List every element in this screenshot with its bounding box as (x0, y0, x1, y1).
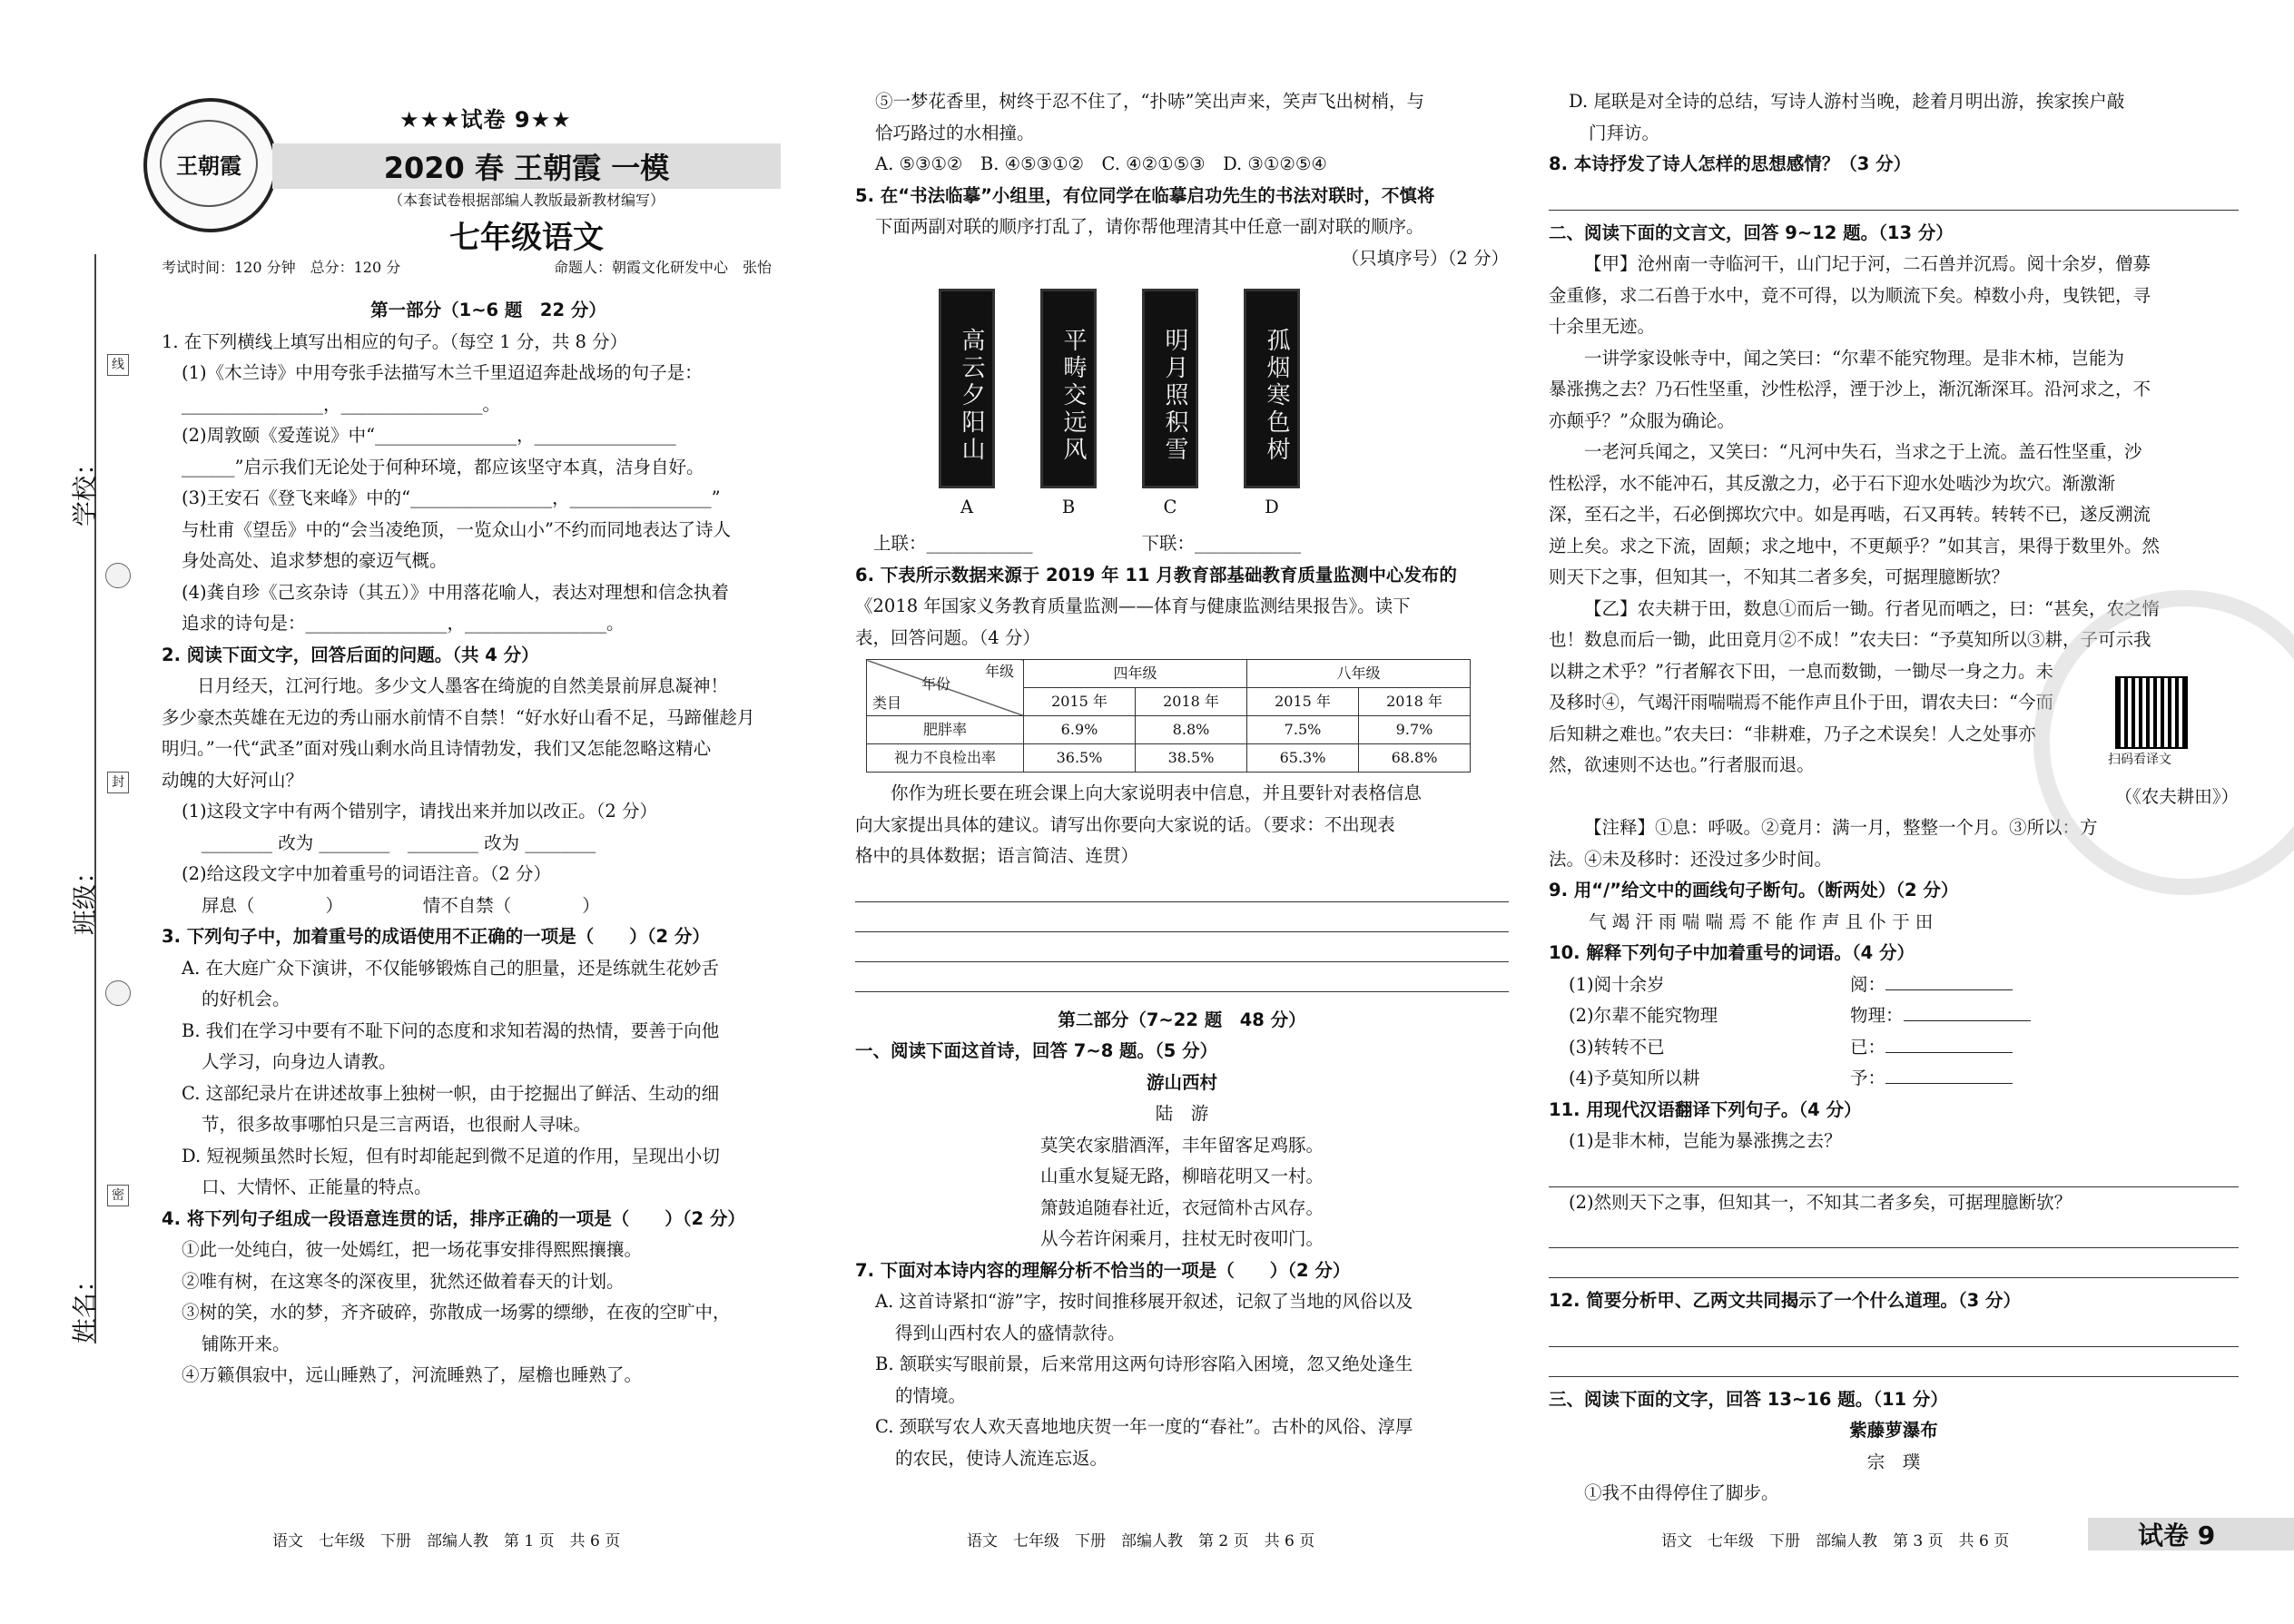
col1-line: 4. 将下列句子组成一段语意连贯的话，排序正确的一项是（ ）（2 分） (162, 1207, 745, 1229)
col1-line: 的好机会。 (202, 989, 290, 1009)
answer-line[interactable] (855, 962, 1509, 992)
col1-line: 3. 下列句子中，加着重号的成语使用不正确的一项是（ ）（2 分） (162, 926, 710, 947)
col1-line: 1. 在下列横线上填写出相应的句子。（每空 1 分，共 8 分） (162, 330, 628, 352)
col1-line: (1)这段文字中有两个错别字，请找出来并加以改正。（2 分） (182, 801, 657, 822)
q10-item (1549, 1000, 2239, 1032)
column-2 (855, 86, 1509, 1474)
paper-tag: ★★★试卷 9★★ (399, 107, 572, 133)
col1-line: 身处高处、追求梦想的豪迈气概。 (182, 550, 448, 571)
col1-line: 人学习，向身边人请教。 (202, 1051, 397, 1072)
footer-page-2: 语文 七年级 下册 部编人教 第 2 页 共 6 页 (967, 1532, 1315, 1550)
corner-year: 年份 (921, 675, 951, 693)
row-category: 肥胖率 (867, 716, 1024, 744)
table-cell: 68.8% (1359, 744, 1471, 773)
col1-line: ________________，________________。 (182, 393, 500, 415)
col1-line: (1)《木兰诗》中用夸张手法描写木兰千里迢迢奔赴战场的句子是： (182, 362, 703, 383)
couplet-scroll: 高云夕阳山 (939, 289, 995, 488)
col2c-line: 向大家提出具体的建议。请写出你要向大家说的话。（要求：不出现表 (855, 813, 1395, 835)
q12: 12. 简要分析甲、乙两文共同揭示了一个什么道理。（3 分） (1549, 1290, 2021, 1311)
q10-sentence: (4)予莫知所以耕 (1569, 1068, 1700, 1088)
col3b-line: 亦颠乎？”众服为确论。 (1549, 409, 1735, 431)
col3b-line: 暴涨携之去？乃石性坚重，沙性松浮，湮于沙上，渐沉渐深耳。沿河求之，不 (1549, 379, 2151, 399)
answer-line[interactable] (855, 872, 1509, 902)
col3b-line: 深，至石之半，石必倒掷坎穴中。如是再啮，石又再转。转转不已，遂反溯流 (1549, 504, 2151, 525)
col3-line: D. 尾联是对全诗的总结，写诗人游村当晚，趁着月明出游，挨家挨户敲 (1569, 91, 2125, 112)
col3b-line: 【甲】沧州南一寺临河干，山门圮于河，二石兽并沉焉。阅十余岁，僧募 (1584, 253, 2151, 274)
couplet-label: C (1163, 497, 1177, 517)
answer-line[interactable] (1549, 1218, 2239, 1248)
q10-sentence: (3)转转不已 (1569, 1036, 1665, 1058)
table-row (867, 744, 1471, 773)
couplet-scroll: 孤烟寒色树 (1244, 289, 1300, 488)
seal-tag-seal: 封 (107, 772, 129, 793)
year-header: 2015 年 (1247, 688, 1359, 716)
col1-line: 与杜甫《望岳》中的“会当凌绝顶，一览众山小”不约而同地表达了诗人 (182, 518, 731, 540)
table-cell: 6.9% (1024, 716, 1136, 744)
couplet-label: D (1265, 497, 1279, 517)
table-cell: 9.7% (1359, 716, 1471, 744)
q10-item (1549, 1032, 2239, 1064)
table-row (867, 716, 1471, 744)
col1-line: 节，很多故事哪怕只是三言两语，也很耐人寻味。 (202, 1114, 592, 1135)
lower-couplet-field[interactable]: 下联：____________ (1141, 533, 1302, 554)
article-author: 宗 璞 (1866, 1451, 1921, 1472)
col2b-line: 表，回答问题。（4 分） (855, 626, 1040, 648)
col2c-line: 你作为班长要在班会课上向大家说明表中信息，并且要针对表格信息 (891, 782, 1423, 803)
q10-key: 物理： (1850, 1005, 1904, 1026)
col1-line: ______”启示我们无论处于何种环境，都应该坚守本真，洁身自好。 (182, 456, 704, 477)
col3-line: 8. 本诗抒发了诗人怎样的思想感情？（3 分） (1549, 153, 1912, 174)
col2a-line: 5. 在“书法临摹”小组里，有位同学在临摹启功先生的书法对联时，不慎将 (855, 184, 1435, 206)
q10-item (1549, 969, 2239, 1001)
col2b-line: 6. 下表所示数据来源于 2019 年 11 月教育部基础教育质量监测中心发布的 (855, 564, 1457, 586)
table-cell: 8.8% (1136, 716, 1247, 744)
col1-line: ③树的笑，水的梦，齐齐破碎，弥散成一场雾的缥缈，在夜的空旷中， (182, 1302, 731, 1323)
col2d-line: 莫笑农家腊酒浑，丰年留客足鸡豚。 (1039, 1134, 1324, 1156)
col2a-line: （只填序号）（2 分） (1341, 247, 1509, 269)
col2d-line: A. 这首诗紧扣“游”字，按时间推移展开叙述，记叙了当地的风俗以及 (875, 1291, 1413, 1312)
binding-hole (105, 563, 131, 588)
q10-answer-field[interactable] (1885, 1032, 2013, 1053)
col1-line: 动魄的大好河山？ (162, 769, 304, 791)
seal-tag-secret: 密 (107, 1185, 129, 1206)
col3b-line: 一讲学家设帐寺中，闻之笑曰：“尔辈不能究物理。是非木柿，岂能为 (1584, 347, 2124, 369)
col3b-line: 气 竭 汗 雨 喘 喘 焉 不 能 作 声 且 仆 于 田 (1589, 910, 1934, 932)
grade8-header: 八年级 (1247, 660, 1471, 688)
col3b-line: 以耕之术乎？”行者解衣下田，一息而数锄，一锄尽一身之力。未 (1549, 660, 2053, 682)
col3b-line: 金重修，求二石兽于水中，竟不可得，以为顺流下矣。棹数小舟，曳铁钯，寻 (1549, 284, 2151, 306)
col1-line: (3)王安石《登飞来峰》中的“________________，________________” (182, 487, 721, 508)
col3b-line: 逆上矣。求之下流，固颠；求之地中，不更颠乎？”如其言，果得于数里外。然 (1549, 535, 2160, 556)
col1-line: 日月经天，江河行地。多少文人墨客在绮旎的自然美景前屏息凝神！ (197, 675, 729, 696)
col1-line: C. 这部纪录片在讲述故事上独树一帜，由于挖掘出了鲜活、生动的细 (182, 1082, 720, 1104)
col2a-line: A. ⑤③①② B. ④⑤③①② C. ④②①⑤③ D. ③①②⑤④ (875, 153, 1327, 174)
q10-sentence: (2)尔辈不能究物理 (1569, 1005, 1718, 1026)
col3b-line: 后知耕之难也。”农夫曰：“非耕难，乃子之术误矣！人之处事亦 (1549, 723, 2036, 744)
table-cell: 7.5% (1247, 716, 1359, 744)
seal-tag-line: 线 (107, 354, 129, 376)
q10-answer-field[interactable] (1904, 1000, 2031, 1021)
answer-line[interactable] (1549, 1317, 2239, 1347)
col2d-line: 从今若许闲乘月，拄杖无时夜叩门。 (1039, 1228, 1324, 1249)
corner-grade: 年级 (984, 663, 1014, 680)
school-label: 学校： (70, 449, 100, 527)
col2d-line: 的情境。 (895, 1384, 967, 1406)
col1-line: 铺陈开来。 (202, 1333, 290, 1354)
col1-line: 第一部分（1~6 题 22 分） (370, 300, 606, 320)
article-first-line: ①我不由得停住了脚步。 (1584, 1482, 1779, 1503)
exam-title: 2020 春 王朝霞 一模 (383, 151, 670, 185)
year-header: 2018 年 (1359, 688, 1471, 716)
col3b-line: 10. 解释下列句子中加着重号的词语。（4 分） (1549, 942, 1915, 963)
col3b-line: （《农夫耕田》） (2114, 785, 2239, 807)
col2c-line: 格中的具体数据；语言简洁、连贯） (855, 845, 1139, 866)
col1-line: B. 我们在学习中要有不耻下问的态度和求知若渴的热情，要善于向他 (182, 1019, 720, 1041)
col2d-line: 7. 下面对本诗内容的理解分析不恰当的一项是（ ）（2 分） (855, 1259, 1351, 1281)
part3-title: 三、阅读下面的文字，回答 13~16 题。（11 分） (1549, 1388, 1948, 1410)
col1-line: (2)周敦颐《爱莲说》中“________________，________________ (182, 425, 676, 446)
binding-line (94, 254, 96, 1343)
col1-line: ①此一处纯白，彼一处嫣红，把一场花事安排得熙熙攘攘。 (182, 1239, 643, 1260)
answer-line[interactable] (1549, 181, 2239, 211)
col3b-line: 及移时④，气竭汗雨喘喘焉不能作声且仆于田，谓农夫曰：“今而 (1549, 692, 2053, 713)
col2a-line: 下面两副对联的顺序打乱了，请你帮他理清其中任意一副对联的顺序。 (875, 216, 1424, 237)
col1-line: 屏息（ ） 情不自禁（ ） (202, 894, 600, 916)
col1-line: ________ 改为 ________ ________ 改为 ________ (202, 832, 596, 853)
column-1 (162, 295, 815, 1392)
health-data-table (866, 659, 1471, 773)
class-label: 班级： (70, 858, 100, 935)
col2a-line: 恰巧路过的水相撞。 (875, 122, 1035, 143)
table-cell: 65.3% (1247, 744, 1359, 773)
col2d-line: 山重水复疑无路，柳暗花明又一村。 (1039, 1166, 1324, 1186)
col1-line: A. 在大庭广众下演讲，不仅能够锻炼自己的胆量，还是练就生花妙舌 (182, 957, 719, 979)
answer-line[interactable] (855, 932, 1509, 962)
col2a-line: ⑤一梦花香里，树终于忍不住了，“扑哧”笑出声来，笑声飞出树梢，与 (875, 91, 1424, 112)
col1-line: D. 短视频虽然时长短，但有时却能起到微不足道的作用，呈现出小切 (182, 1145, 720, 1166)
col3b-line: 十余里无迹。 (1549, 316, 1656, 337)
col2d-line: C. 颈联写农人欢天喜地地庆贺一年一度的“春社”。古朴的风俗、淳厚 (875, 1416, 1413, 1437)
q10-sentence: (1)阅十余岁 (1569, 973, 1665, 995)
col3b-line: 【注释】①息：呼吸。②竟月：满一月，整整一个月。③所以：方 (1584, 817, 2098, 838)
corner-paper-tag: 试卷 9 (2138, 1521, 2216, 1550)
year-header: 2015 年 (1024, 688, 1136, 716)
col2d-line: 游山西村 (1146, 1071, 1217, 1093)
col3c-line: (1)是非木柿，岂能为暴涨携之去？ (1569, 1130, 1842, 1151)
time-info: 考试时间：120 分钟 总分：120 分 (162, 259, 401, 276)
col3b-line: 【乙】农夫耕于田，数息①而后一锄。行者见而哂之，曰：“甚矣，农之惰 (1584, 597, 2160, 619)
q10-item (1549, 1063, 2239, 1095)
col1-line: (2)给这段文字中加着重号的词语注音。（2 分） (182, 863, 551, 884)
col1-line: 追求的诗句是：________________，________________。 (182, 613, 625, 634)
subject-title: 七年级语文 (449, 220, 604, 256)
col2d-line: 一、阅读下面这首诗，回答 7~8 题。（5 分） (855, 1040, 1218, 1061)
col1-line: (4)龚自珍《己亥杂诗（其五）》中用落花喻人，表达对理想和信念执着 (182, 581, 729, 603)
q11-2: (2)然则天下之事，但知其一，不知其二者多矣，可据理臆断欤？ (1569, 1191, 2072, 1213)
col3-line: 门拜访。 (1589, 122, 1660, 143)
q10-key: 予： (1850, 1068, 1886, 1088)
col1-line: ②唯有树，在这寒冬的深夜里，犹然还做着春天的计划。 (182, 1270, 625, 1292)
q10-answer-field[interactable] (1885, 969, 2013, 990)
col3b-line: 然，欲速则不达也。”行者服而退。 (1549, 754, 1815, 775)
answer-line[interactable] (1549, 1157, 2239, 1187)
binding-hole (105, 980, 131, 1006)
name-label: 姓名： (70, 1266, 100, 1343)
q10-key: 已： (1850, 1036, 1886, 1058)
couplet-images (855, 274, 1509, 528)
col3c-line: 11. 用现代汉语翻译下列句子。（4 分） (1549, 1098, 1862, 1120)
corner-category: 类目 (872, 694, 902, 712)
col2d-line: 陆 游 (1155, 1103, 1209, 1124)
row-category: 视力不良检出率 (867, 744, 1024, 773)
col1-line: 明归。”一代“武圣”面对残山剩水尚且诗情勃发，我们又怎能忽略这精心 (162, 738, 712, 759)
couplet-label: B (1061, 497, 1076, 517)
table-cell: 38.5% (1136, 744, 1247, 773)
article-title: 紫藤萝瀑布 (1849, 1420, 1938, 1441)
col1-line: ④万籁俱寂中，远山睡熟了，河流睡熟了，屋檐也睡熟了。 (182, 1364, 643, 1385)
col3b-line: 法。④未及移时：还没过多少时间。 (1549, 848, 1833, 870)
exam-note: （本套试卷根据部编人教版最新教材编写） (388, 192, 665, 209)
table-cell: 36.5% (1024, 744, 1136, 773)
col2b-line: 《2018 年国家义务教育质量监测——体育与健康监测结果报告》。读下 (855, 595, 1411, 616)
brand-logo (143, 98, 278, 232)
couplet-scroll: 平畴交远风 (1040, 289, 1097, 488)
col1-line: 多少豪杰英雄在无边的秀山丽水前情不自禁！“好水好山看不足，马蹄催趁月 (162, 706, 755, 728)
brand-logo-text: 王朝霞 (160, 120, 258, 207)
col3b-line: 二、阅读下面的文言文，回答 9~12 题。（13 分） (1549, 221, 1954, 243)
year-header: 2018 年 (1136, 688, 1247, 716)
footer-page-1: 语文 七年级 下册 部编人教 第 1 页 共 6 页 (272, 1532, 621, 1550)
couplet-scroll: 明月照积雪 (1142, 289, 1198, 488)
couplet-label: A (960, 497, 974, 517)
couplet-answer (855, 528, 1509, 560)
col2d-line: 的农民，使诗人流连忘返。 (895, 1447, 1108, 1469)
col1-line: 2. 阅读下面文字，回答后面的问题。（共 4 分） (162, 644, 539, 665)
col3b-line: 则天下之事，但知其一，不知其二者多矣，可据理臆断欤？ (1549, 566, 2010, 587)
author-info: 命题人：朝霞文化研发中心 张怡 (554, 259, 773, 276)
col3b-line: 也！数息而后一锄，此田竟月②不成！”农夫曰：“予莫知所以③耕，子可示我 (1549, 629, 2151, 650)
answer-line[interactable] (1549, 1248, 2239, 1278)
col2d-line: B. 颔联实写眼前景，后来常用这两句诗形容陷入困境，忽又绝处逢生 (875, 1353, 1413, 1374)
col2d-line: 箫鼓追随春社近，衣冠简朴古风存。 (1039, 1196, 1324, 1218)
answer-line[interactable] (1549, 1347, 2239, 1377)
col1-line: 口、大情怀、正能量的特点。 (202, 1176, 432, 1197)
q10-key: 阅： (1850, 973, 1886, 995)
q10-answer-field[interactable] (1885, 1063, 2013, 1084)
table-corner (867, 660, 1024, 716)
qr-caption: 扫码看译文 (2108, 753, 2171, 767)
grade4-header: 四年级 (1024, 660, 1247, 688)
footer-page-3: 语文 七年级 下册 部编人教 第 3 页 共 6 页 (1661, 1532, 2010, 1550)
answer-line[interactable] (855, 902, 1509, 932)
col2d-line: 第二部分（7~22 题 48 分） (1058, 1009, 1306, 1030)
col3b-line: 性松浮，水不能冲石，其反激之力，必于石下迎水处啮沙为坎穴。渐激渐 (1549, 472, 2116, 494)
col3b-line: 一老河兵闻之，又笑曰：“凡河中失石，当求之于上流。盖石性坚重，沙 (1584, 441, 2142, 462)
col3b-line: 9. 用“/”给文中的画线句子断句。（断两处）（2 分） (1549, 880, 1959, 901)
upper-couplet-field[interactable]: 上联：____________ (873, 533, 1033, 554)
col2d-line: 得到山西村农人的盛情款待。 (895, 1322, 1126, 1343)
